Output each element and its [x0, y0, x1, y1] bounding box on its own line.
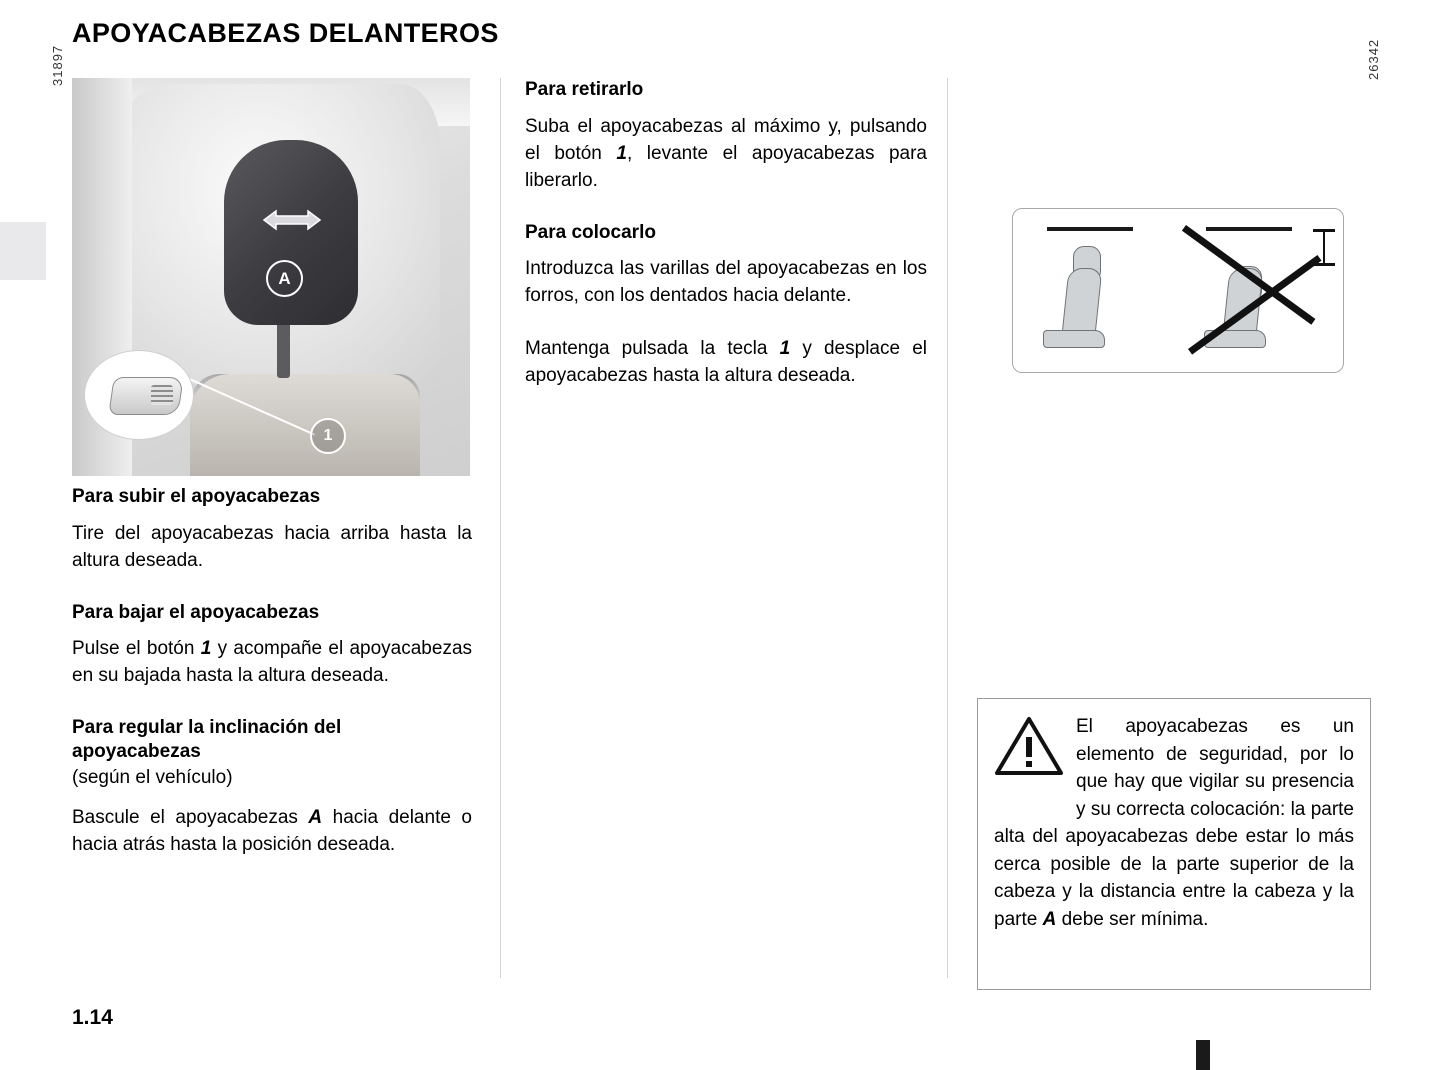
headrest-photo-figure — [50, 44, 470, 476]
figure-reference-number: 31897 — [50, 44, 65, 86]
pictogram-incorrect-panel — [1178, 209, 1343, 372]
pictogram-reference-number: 26342 — [1366, 38, 1381, 80]
page-title: APOYACABEZAS DELANTEROS — [72, 18, 499, 48]
middle-text-column — [525, 78, 927, 390]
headrest-photo — [72, 78, 470, 476]
heading-raise-headrest: Para subir el apoyacabezas — [72, 486, 321, 507]
subnote-vehicle-dependent: (según el vehículo) — [72, 766, 233, 788]
safety-warning-box — [977, 698, 1371, 990]
gap-dimension-cap-top — [1313, 229, 1335, 232]
release-button-ribs — [151, 385, 173, 405]
paragraph-raise-headrest: Tire del apoyacabezas hacia arriba hasta la altura deseada. — [72, 522, 472, 571]
page-corner-marker — [1196, 1040, 1210, 1070]
left-text-column — [72, 485, 472, 859]
seat-figure-correct — [1043, 252, 1117, 348]
heading-remove-headrest: Para retirarlo — [525, 79, 644, 100]
chapter-edge-tab — [0, 222, 46, 280]
safety-warning-paragraph: El apoyacabezas es un elemento de seguridad, por lo que hay que vigilar su presencia y su correcta colocación: la parte alta del apoyacabezas debe estar lo más cerca posible de la parte superior de la cabeza y la distancia entre la cabeza y la parte A debe ser mínima. — [994, 716, 1354, 930]
callout-label-a: A — [266, 260, 303, 297]
heading-lower-headrest: Para bajar el apoyacabezas — [72, 601, 320, 623]
roof-line-shape-2 — [1206, 227, 1292, 231]
paragraph-remove-headrest: Suba el apoyacabezas al máximo y, pulsando el botón 1, levante el apoyacabezas para liberarlo. — [525, 115, 927, 191]
roof-line-shape — [1047, 227, 1133, 231]
gap-dimension-line — [1323, 231, 1325, 265]
button-detail-callout — [84, 350, 194, 440]
pictogram-correct-panel — [1013, 209, 1178, 372]
paragraph-lower-headrest: Pulse el botón 1 y acompañe el apoyacabezas en su bajada hasta la altura deseada. — [72, 638, 473, 687]
warning-triangle-icon — [994, 715, 1064, 777]
column-divider-right — [947, 78, 948, 978]
column-divider-left — [500, 78, 501, 978]
headrest-post-shape — [277, 318, 290, 378]
tilt-arrows-icon — [250, 206, 334, 234]
seat-back-icon-correct — [1061, 268, 1102, 336]
paragraph-refit-headrest-1: Introduzca las varillas del apoyacabezas en los forros, con los dentados hacia delante. — [525, 258, 927, 307]
page-number: 1.14 — [72, 1006, 113, 1029]
seat-cushion-icon-correct — [1043, 330, 1105, 348]
headrest-position-pictogram — [1012, 208, 1344, 373]
heading-refit-headrest: Para colocarlo — [525, 221, 656, 243]
heading-tilt-headrest: Para regular la inclinación del apoyacabezas — [72, 717, 342, 763]
callout-label-1: 1 — [310, 418, 346, 454]
seat-back-shape — [190, 374, 420, 476]
paragraph-tilt-headrest: Bascule el apoyacabezas A hacia delante o hacia atrás hasta la posición deseada. — [72, 806, 472, 855]
paragraph-refit-headrest-2: Mantenga pulsada la tecla 1 y desplace el apoyacabezas hasta la altura deseada. — [525, 338, 927, 387]
car-interior-illustration — [72, 78, 470, 476]
